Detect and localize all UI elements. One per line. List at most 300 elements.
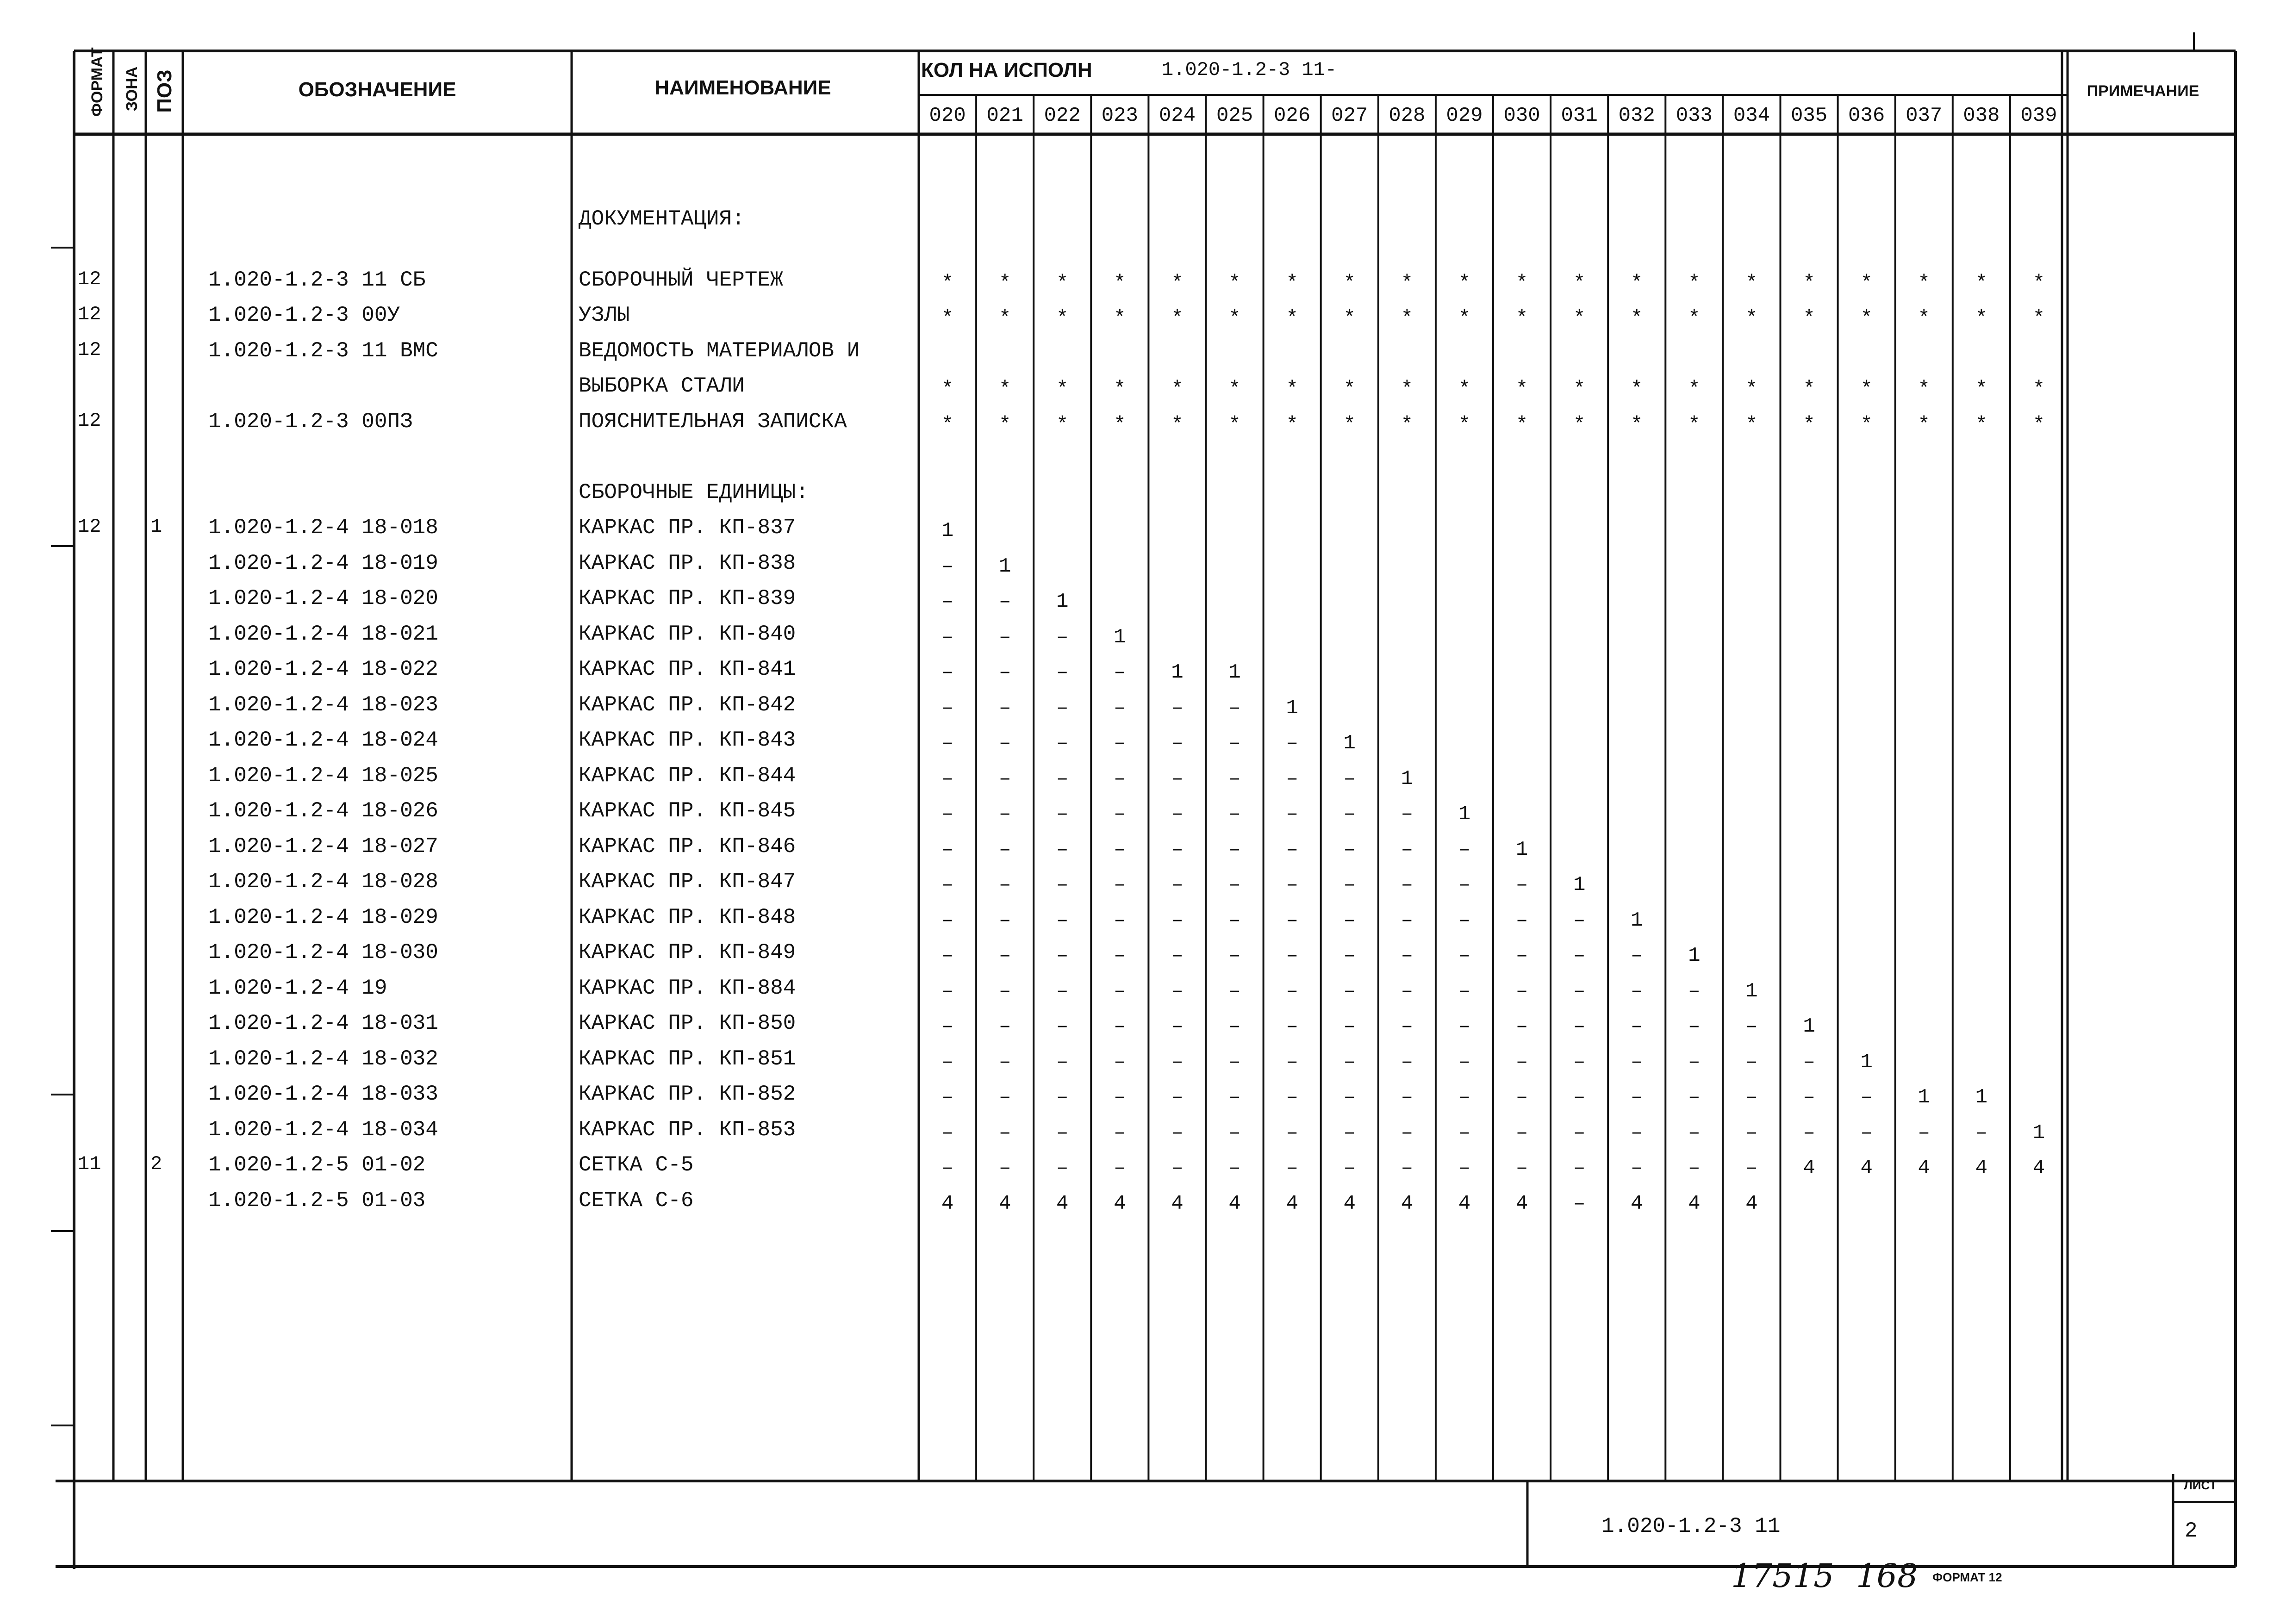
quantity-cell: – [1114, 803, 1126, 826]
quantity-cell: – [1114, 944, 1126, 967]
quantity-cell: 4 [1343, 1192, 1356, 1215]
variant-label: 035 [1790, 104, 1828, 127]
quantity-cell: 1 [1688, 944, 1701, 967]
quantity-cell: – [1114, 1086, 1126, 1109]
quantity-cell: * [1171, 378, 1184, 401]
quantity-cell: – [1631, 1086, 1643, 1109]
quantity-cell: * [998, 307, 1011, 330]
row-designation: 1.020-1.2-4 18-029 [208, 905, 438, 929]
row-designation: 1.020-1.2-4 18-026 [208, 799, 438, 823]
row-name: КАРКАС ПР. КП-848 [579, 905, 796, 929]
quantity-cell: – [1056, 767, 1069, 790]
quantity-cell: – [1171, 1121, 1184, 1145]
quantity-cell: – [1401, 873, 1414, 896]
quantity-cell: * [1573, 307, 1586, 330]
quantity-cell: – [1515, 873, 1528, 896]
header-note: ПРИМЕЧАНИЕ [2087, 82, 2199, 100]
quantity-cell: – [941, 873, 954, 896]
quantity-cell: – [1171, 696, 1184, 720]
quantity-cell: – [1515, 1121, 1528, 1145]
quantity-cell: * [1401, 271, 1414, 295]
quantity-cell: * [1631, 413, 1643, 436]
quantity-cell: – [941, 979, 954, 1003]
row-name: КАРКАС ПР. КП-844 [579, 763, 796, 788]
quantity-cell: * [1631, 378, 1643, 401]
quantity-cell: * [1573, 378, 1586, 401]
quantity-cell: – [1631, 1015, 1643, 1038]
quantity-cell: – [998, 1157, 1011, 1180]
quantity-cell: 1 [1631, 908, 1643, 932]
quantity-cell: – [1458, 838, 1471, 861]
variant-label: 022 [1044, 104, 1081, 127]
header-qty-document: 1.020-1.2-3 11- [1162, 59, 1337, 81]
quantity-cell: – [1803, 1121, 1815, 1145]
quantity-cell: * [1515, 378, 1528, 401]
quantity-cell: – [1401, 838, 1414, 861]
quantity-cell: – [998, 873, 1011, 896]
variant-label: 034 [1733, 104, 1770, 127]
quantity-cell: – [1286, 908, 1298, 932]
quantity-cell: * [1458, 378, 1471, 401]
quantity-cell: – [998, 767, 1011, 790]
quantity-cell: * [941, 307, 954, 330]
quantity-cell: 1 [2032, 1121, 2045, 1145]
quantity-cell: – [1056, 944, 1069, 967]
quantity-cell: – [941, 554, 954, 578]
quantity-cell: – [1343, 767, 1356, 790]
quantity-cell: – [1228, 873, 1241, 896]
variant-label: 023 [1101, 104, 1138, 127]
quantity-cell: – [1228, 696, 1241, 720]
quantity-cell: * [1803, 271, 1815, 295]
section-heading: СБОРОЧНЫЕ ЕДИНИЦЫ: [579, 480, 809, 504]
quantity-cell: * [1343, 378, 1356, 401]
quantity-cell: * [1631, 271, 1643, 295]
row-name: КАРКАС ПР. КП-845 [579, 799, 796, 823]
quantity-cell: – [1056, 661, 1069, 684]
quantity-cell: – [1056, 838, 1069, 861]
quantity-cell: – [1573, 944, 1586, 967]
quantity-cell: – [1228, 1015, 1241, 1038]
quantity-cell: 1 [1975, 1086, 1988, 1109]
row-name: КАРКАС ПР. КП-851 [579, 1046, 796, 1071]
quantity-cell: 4 [1515, 1192, 1528, 1215]
row-designation: 1.020-1.2-3 11 СБ [208, 268, 426, 292]
quantity-cell: – [1286, 873, 1298, 896]
quantity-cell: – [1343, 803, 1356, 826]
quantity-cell: – [1114, 1050, 1126, 1074]
quantity-cell: – [1573, 1157, 1586, 1180]
format-label: ФОРМАТ 12 [1932, 1570, 2002, 1584]
quantity-cell: – [1573, 979, 1586, 1003]
handwritten-number-1: 17515 [1731, 1557, 1834, 1595]
quantity-cell: – [1056, 696, 1069, 720]
quantity-cell: * [1114, 307, 1126, 330]
quantity-cell: – [941, 625, 954, 649]
quantity-cell: – [1803, 1050, 1815, 1074]
quantity-cell: 1 [1056, 590, 1069, 613]
quantity-cell: 1 [998, 554, 1011, 578]
row-format: 12 [78, 303, 101, 325]
quantity-cell: * [1056, 413, 1069, 436]
variant-label: 021 [986, 104, 1023, 127]
quantity-cell: – [1228, 1121, 1241, 1145]
quantity-cell: – [1056, 979, 1069, 1003]
quantity-cell: – [1458, 979, 1471, 1003]
variant-label: 027 [1331, 104, 1368, 127]
row-designation: 1.020-1.2-4 18-024 [208, 728, 438, 752]
quantity-cell: – [1286, 944, 1298, 967]
quantity-cell: – [1803, 1086, 1815, 1109]
quantity-cell: – [1573, 908, 1586, 932]
quantity-cell: – [1114, 1121, 1126, 1145]
quantity-cell: – [1515, 979, 1528, 1003]
quantity-cell: – [1171, 1050, 1184, 1074]
quantity-cell: – [1228, 803, 1241, 826]
quantity-cell: * [1228, 378, 1241, 401]
row-name: КАРКАС ПР. КП-852 [579, 1082, 796, 1106]
quantity-cell: * [1228, 413, 1241, 436]
row-name: ВЫБОРКА СТАЛИ [579, 374, 745, 398]
quantity-cell: – [1343, 1157, 1356, 1180]
row-name: КАРКАС ПР. КП-837 [579, 516, 796, 540]
row-designation: 1.020-1.2-4 19 [208, 976, 387, 1000]
quantity-cell: 4 [1228, 1192, 1241, 1215]
quantity-cell: 1 [1343, 732, 1356, 755]
quantity-cell: * [1114, 413, 1126, 436]
quantity-cell: * [1860, 413, 1873, 436]
quantity-cell: – [998, 979, 1011, 1003]
quantity-cell: – [1343, 1050, 1356, 1074]
title-block-document: 1.020-1.2-3 11 [1601, 1514, 1781, 1538]
section-heading: ДОКУМЕНТАЦИЯ: [579, 207, 745, 231]
quantity-cell: * [2032, 413, 2045, 436]
quantity-cell: – [1114, 838, 1126, 861]
row-designation: 1.020-1.2-5 01-02 [208, 1153, 426, 1177]
quantity-cell: – [1343, 1121, 1356, 1145]
quantity-cell: – [1688, 1121, 1701, 1145]
row-name: УЗЛЫ [579, 303, 630, 327]
quantity-cell: – [1573, 1121, 1586, 1145]
variant-label: 020 [929, 104, 966, 127]
quantity-cell: – [941, 661, 954, 684]
quantity-cell: – [1975, 1121, 1988, 1145]
quantity-cell: – [998, 908, 1011, 932]
quantity-cell: – [1458, 944, 1471, 967]
row-name: КАРКАС ПР. КП-839 [579, 586, 796, 610]
quantity-cell: – [1745, 1086, 1758, 1109]
quantity-cell: – [1228, 908, 1241, 932]
row-name: КАРКАС ПР. КП-847 [579, 870, 796, 894]
variant-label: 026 [1274, 104, 1311, 127]
header-designation: ОБОЗНАЧЕНИЕ [298, 78, 456, 101]
quantity-cell: * [1286, 271, 1298, 295]
quantity-cell: * [1918, 307, 1930, 330]
quantity-cell: – [1515, 1086, 1528, 1109]
quantity-cell: – [998, 1086, 1011, 1109]
variant-label: 037 [1906, 104, 1943, 127]
row-position: 1 [150, 516, 162, 538]
quantity-cell: 1 [1401, 767, 1414, 790]
quantity-cell: – [998, 1015, 1011, 1038]
row-designation: 1.020-1.2-4 18-034 [208, 1117, 438, 1142]
quantity-cell: * [1056, 307, 1069, 330]
quantity-cell: – [998, 590, 1011, 613]
row-designation: 1.020-1.2-4 18-023 [208, 692, 438, 717]
quantity-cell: – [1515, 1157, 1528, 1180]
row-name: СЕТКА С-6 [579, 1188, 694, 1213]
quantity-cell: – [1056, 1050, 1069, 1074]
quantity-cell: * [1688, 307, 1701, 330]
quantity-cell: * [1745, 307, 1758, 330]
quantity-cell: 1 [941, 519, 954, 542]
quantity-cell: * [2032, 271, 2045, 295]
row-name: КАРКАС ПР. КП-840 [579, 622, 796, 646]
quantity-cell: – [1286, 1157, 1298, 1180]
quantity-cell: – [1458, 873, 1471, 896]
quantity-cell: – [1688, 1157, 1701, 1180]
quantity-cell: * [1171, 307, 1184, 330]
quantity-cell: – [1171, 979, 1184, 1003]
quantity-cell: * [1975, 307, 1988, 330]
quantity-cell: * [941, 378, 954, 401]
quantity-cell: – [1631, 1157, 1643, 1180]
quantity-cell: – [1515, 1015, 1528, 1038]
quantity-cell: – [1056, 803, 1069, 826]
row-designation: 1.020-1.2-4 18-021 [208, 622, 438, 646]
quantity-cell: * [2032, 378, 2045, 401]
quantity-cell: – [1573, 1086, 1586, 1109]
row-designation: 1.020-1.2-4 18-020 [208, 586, 438, 610]
quantity-cell: – [1056, 732, 1069, 755]
quantity-cell: – [1573, 1050, 1586, 1074]
quantity-cell: – [1171, 767, 1184, 790]
quantity-cell: – [1228, 979, 1241, 1003]
quantity-cell: – [1171, 1086, 1184, 1109]
quantity-cell: – [1401, 908, 1414, 932]
quantity-cell: * [1803, 307, 1815, 330]
quantity-cell: 4 [1688, 1192, 1701, 1215]
quantity-cell: – [941, 1015, 954, 1038]
quantity-cell: – [1286, 767, 1298, 790]
quantity-cell: 4 [1171, 1192, 1184, 1215]
quantity-cell: – [941, 1121, 954, 1145]
quantity-cell: – [1860, 1086, 1873, 1109]
quantity-cell: – [1343, 1015, 1356, 1038]
quantity-cell: – [1631, 1121, 1643, 1145]
quantity-cell: 1 [1114, 625, 1126, 649]
row-name: КАРКАС ПР. КП-846 [579, 834, 796, 859]
quantity-cell: * [1171, 413, 1184, 436]
sheet-number: 2 [2185, 1519, 2198, 1543]
row-designation: 1.020-1.2-4 18-033 [208, 1082, 438, 1106]
quantity-cell: – [1286, 979, 1298, 1003]
quantity-cell: 1 [1171, 661, 1184, 684]
quantity-cell: – [1286, 732, 1298, 755]
quantity-cell: – [941, 803, 954, 826]
quantity-cell: – [1631, 1050, 1643, 1074]
quantity-cell: – [1286, 1050, 1298, 1074]
quantity-cell: – [998, 661, 1011, 684]
quantity-cell: * [1745, 378, 1758, 401]
quantity-cell: – [1573, 1192, 1586, 1215]
quantity-cell: – [941, 944, 954, 967]
quantity-cell: * [1515, 413, 1528, 436]
quantity-cell: – [1458, 908, 1471, 932]
quantity-cell: * [1975, 271, 1988, 295]
quantity-cell: – [1343, 873, 1356, 896]
quantity-cell: – [1458, 1121, 1471, 1145]
quantity-cell: – [1228, 838, 1241, 861]
variant-label: 033 [1676, 104, 1713, 127]
quantity-cell: 1 [1860, 1050, 1873, 1074]
row-name: ПОЯСНИТЕЛЬНАЯ ЗАПИСКА [579, 409, 847, 434]
quantity-cell: 1 [1918, 1086, 1930, 1109]
quantity-cell: 1 [1228, 661, 1241, 684]
quantity-cell: – [1343, 944, 1356, 967]
quantity-cell: – [1056, 625, 1069, 649]
quantity-cell: * [1343, 271, 1356, 295]
row-name: СБОРОЧНЫЙ ЧЕРТЕЖ [579, 268, 783, 292]
quantity-cell: – [1688, 979, 1701, 1003]
quantity-cell: – [1631, 944, 1643, 967]
quantity-cell: * [1458, 413, 1471, 436]
row-name: КАРКАС ПР. КП-838 [579, 551, 796, 575]
variant-label: 032 [1618, 104, 1655, 127]
quantity-cell: – [998, 625, 1011, 649]
quantity-cell: * [1860, 271, 1873, 295]
quantity-cell: – [998, 732, 1011, 755]
quantity-cell: – [1573, 1015, 1586, 1038]
row-designation: 1.020-1.2-4 18-028 [208, 870, 438, 894]
quantity-cell: – [941, 696, 954, 720]
row-name: КАРКАС ПР. КП-850 [579, 1011, 796, 1035]
quantity-cell: – [1114, 767, 1126, 790]
quantity-cell: 4 [1803, 1157, 1815, 1180]
quantity-cell: * [1401, 307, 1414, 330]
row-name: КАРКАС ПР. КП-843 [579, 728, 796, 752]
quantity-cell: – [1114, 979, 1126, 1003]
sheet-label: ЛИСТ [2184, 1478, 2217, 1492]
row-name: ВЕДОМОСТЬ МАТЕРИАЛОВ И [579, 338, 860, 363]
quantity-cell: – [1745, 1015, 1758, 1038]
quantity-cell: – [1171, 1157, 1184, 1180]
quantity-cell: – [1401, 944, 1414, 967]
quantity-cell: – [941, 908, 954, 932]
quantity-cell: – [1515, 908, 1528, 932]
row-designation: 1.020-1.2-4 18-032 [208, 1046, 438, 1071]
quantity-cell: – [1688, 1086, 1701, 1109]
quantity-cell: – [941, 838, 954, 861]
quantity-cell: * [1688, 413, 1701, 436]
row-designation: 1.020-1.2-4 18-018 [208, 516, 438, 540]
quantity-cell: – [1860, 1121, 1873, 1145]
quantity-cell: – [941, 1086, 954, 1109]
row-name: СЕТКА С-5 [579, 1153, 694, 1177]
quantity-cell: – [1401, 1050, 1414, 1074]
quantity-cell: – [1056, 1086, 1069, 1109]
quantity-cell: 4 [1401, 1192, 1414, 1215]
quantity-cell: * [1918, 378, 1930, 401]
quantity-cell: – [1056, 1121, 1069, 1145]
quantity-cell: 1 [1515, 838, 1528, 861]
variant-label: 036 [1848, 104, 1885, 127]
quantity-cell: – [1401, 1157, 1414, 1180]
quantity-cell: * [1631, 307, 1643, 330]
quantity-cell: – [998, 1050, 1011, 1074]
row-designation: 1.020-1.2-5 01-03 [208, 1188, 426, 1213]
row-designation: 1.020-1.2-3 00У [208, 303, 400, 327]
quantity-cell: – [1401, 803, 1414, 826]
quantity-cell: – [1343, 979, 1356, 1003]
quantity-cell: – [941, 1157, 954, 1180]
row-position: 2 [150, 1153, 162, 1175]
quantity-cell: * [1401, 413, 1414, 436]
variant-label: 024 [1159, 104, 1196, 127]
quantity-cell: – [1171, 732, 1184, 755]
quantity-cell: 4 [1056, 1192, 1069, 1215]
quantity-cell: * [941, 271, 954, 295]
quantity-cell: – [1171, 873, 1184, 896]
quantity-cell: 4 [1458, 1192, 1471, 1215]
header-qty: КОЛ НА ИСПОЛН [921, 59, 1092, 81]
quantity-cell: – [1745, 1121, 1758, 1145]
quantity-cell: – [1114, 1157, 1126, 1180]
quantity-cell: – [1688, 1050, 1701, 1074]
quantity-cell: – [1114, 1015, 1126, 1038]
quantity-cell: * [1286, 378, 1298, 401]
quantity-cell: – [1114, 908, 1126, 932]
variant-label: 028 [1389, 104, 1426, 127]
quantity-cell: 4 [1114, 1192, 1126, 1215]
row-format: 12 [78, 268, 101, 290]
quantity-cell: 4 [1745, 1192, 1758, 1215]
quantity-cell: * [1458, 307, 1471, 330]
row-designation: 1.020-1.2-4 18-031 [208, 1011, 438, 1035]
quantity-cell: * [1803, 413, 1815, 436]
row-format: 12 [78, 338, 101, 361]
quantity-cell: * [1228, 271, 1241, 295]
quantity-cell: * [1343, 307, 1356, 330]
quantity-cell: – [998, 803, 1011, 826]
quantity-cell: * [1401, 378, 1414, 401]
quantity-cell: – [1343, 838, 1356, 861]
quantity-cell: * [1803, 378, 1815, 401]
quantity-cell: 1 [1745, 979, 1758, 1003]
quantity-cell: – [1343, 1086, 1356, 1109]
quantity-cell: – [998, 944, 1011, 967]
quantity-cell: – [1228, 732, 1241, 755]
quantity-cell: * [1860, 378, 1873, 401]
quantity-cell: – [1114, 661, 1126, 684]
quantity-cell: – [1056, 1015, 1069, 1038]
quantity-cell: – [1286, 1086, 1298, 1109]
header-name: НАИМЕНОВАНИЕ [654, 76, 831, 99]
quantity-cell: – [1401, 979, 1414, 1003]
quantity-cell: – [1056, 873, 1069, 896]
quantity-cell: – [1171, 908, 1184, 932]
quantity-cell: * [1573, 413, 1586, 436]
quantity-cell: – [1056, 1157, 1069, 1180]
quantity-cell: * [1688, 378, 1701, 401]
quantity-cell: * [1056, 271, 1069, 295]
quantity-cell: – [941, 767, 954, 790]
quantity-cell: – [1056, 908, 1069, 932]
quantity-cell: – [941, 590, 954, 613]
row-designation: 1.020-1.2-4 18-025 [208, 763, 438, 788]
quantity-cell: – [1918, 1121, 1930, 1145]
row-name: КАРКАС ПР. КП-842 [579, 692, 796, 717]
